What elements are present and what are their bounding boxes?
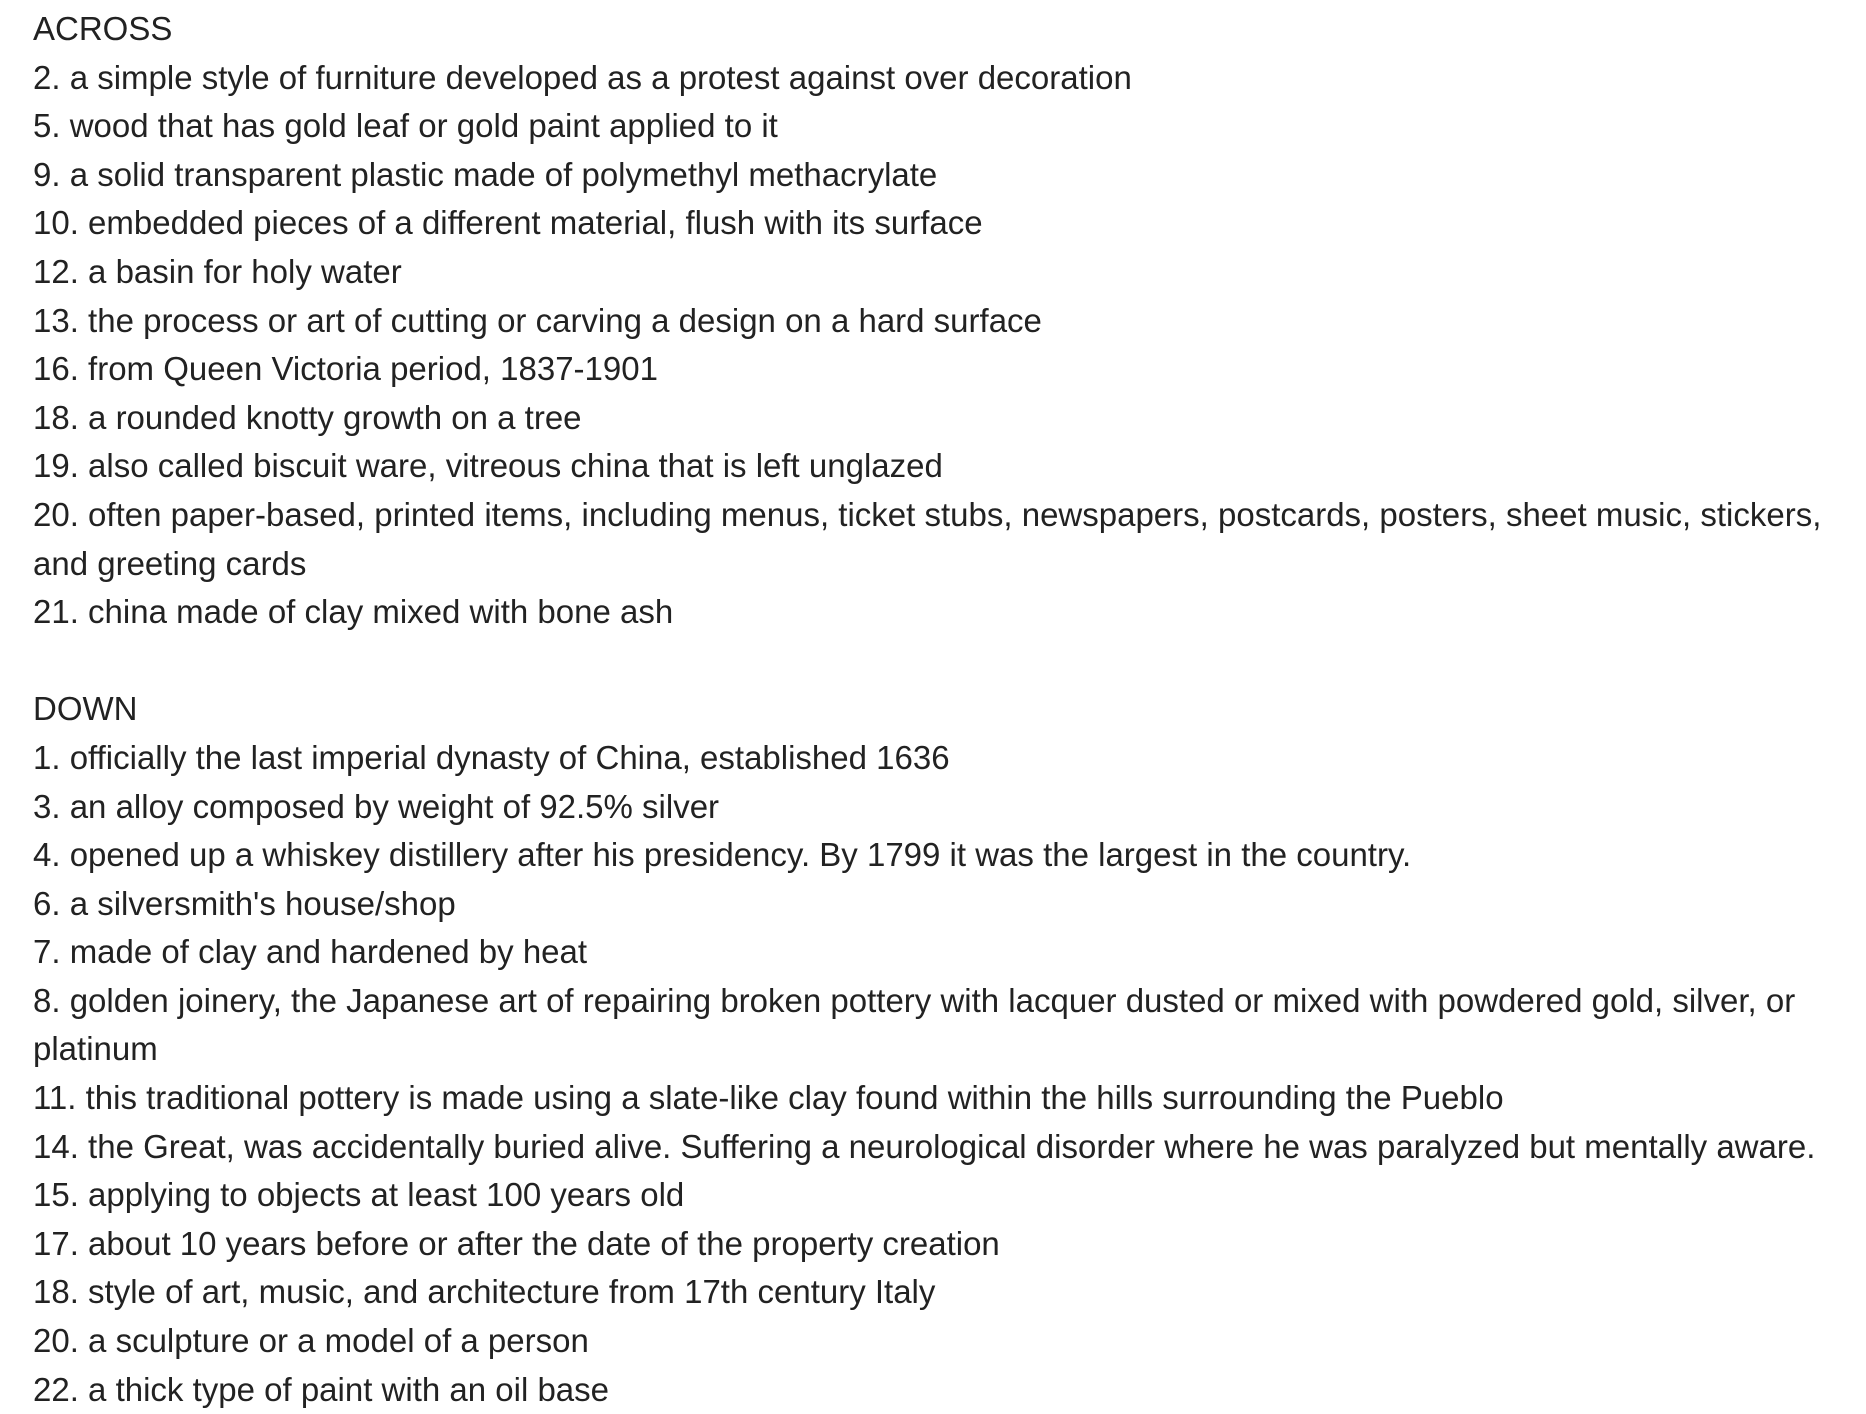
across-section bbox=[33, 5, 1853, 637]
across-clue: 9. a solid transparent plastic made of polymethyl methacrylate bbox=[33, 155, 938, 193]
down-clue: 7. made of clay and hardened by heat bbox=[33, 933, 588, 971]
across-clue: 12. a basin for holy water bbox=[33, 252, 402, 290]
down-clue: 6. a silversmith's house/shop bbox=[33, 884, 456, 922]
across-clue: 21. china made of clay mixed with bone ash bbox=[33, 593, 674, 631]
down-clue: 22. a thick type of paint with an oil base bbox=[33, 1370, 610, 1408]
across-clue: 20. often paper-based, printed items, including menus, ticket stubs, newspapers, postcards, posters, sheet music, stickers, and greeting cards bbox=[33, 495, 1822, 582]
down-clue: 18. style of art, music, and architecture from 17th century Italy bbox=[33, 1273, 936, 1311]
across-clue: 19. also called biscuit ware, vitreous china that is left unglazed bbox=[33, 447, 943, 485]
across-clue-list bbox=[33, 54, 1853, 637]
down-clue: 17. about 10 years before or after the date of the property creation bbox=[33, 1224, 1000, 1262]
down-section bbox=[33, 685, 1853, 1414]
across-heading: ACROSS bbox=[33, 10, 173, 47]
down-clue: 4. opened up a whiskey distillery after his presidency. By 1799 it was the largest in the country. bbox=[33, 836, 1412, 874]
down-clue: 1. officially the last imperial dynasty of China, established 1636 bbox=[33, 738, 950, 776]
across-clue: 18. a rounded knotty growth on a tree bbox=[33, 398, 582, 436]
across-clue: 5. wood that has gold leaf or gold paint applied to it bbox=[33, 107, 778, 145]
down-clue: 20. a sculpture or a model of a person bbox=[33, 1322, 589, 1360]
across-clue: 16. from Queen Victoria period, 1837-1901 bbox=[33, 350, 658, 388]
across-clue: 2. a simple style of furniture developed as a protest against over decoration bbox=[33, 58, 1132, 96]
down-heading: DOWN bbox=[33, 690, 138, 728]
down-clue: 14. the Great, was accidentally buried alive. Suffering a neurological disorder where he was paralyzed but mentally aware. bbox=[33, 1127, 1816, 1165]
crossword-clues-document bbox=[33, 5, 1853, 1414]
section-spacer bbox=[33, 637, 1853, 686]
down-clue: 11. this traditional pottery is made using a slate-like clay found within the hills surrounding the Pueblo bbox=[33, 1079, 1504, 1117]
down-clue: 15. applying to objects at least 100 years old bbox=[33, 1176, 685, 1214]
across-clue: 13. the process or art of cutting or carving a design on a hard surface bbox=[33, 301, 1042, 339]
across-clue: 10. embedded pieces of a different material, flush with its surface bbox=[33, 204, 983, 242]
down-clue: 8. golden joinery, the Japanese art of repairing broken pottery with lacquer dusted or mixed with powdered gold, silver, or platinum bbox=[33, 981, 1796, 1068]
down-clue: 3. an alloy composed by weight of 92.5% silver bbox=[33, 787, 720, 825]
down-clue-list bbox=[33, 734, 1853, 1414]
